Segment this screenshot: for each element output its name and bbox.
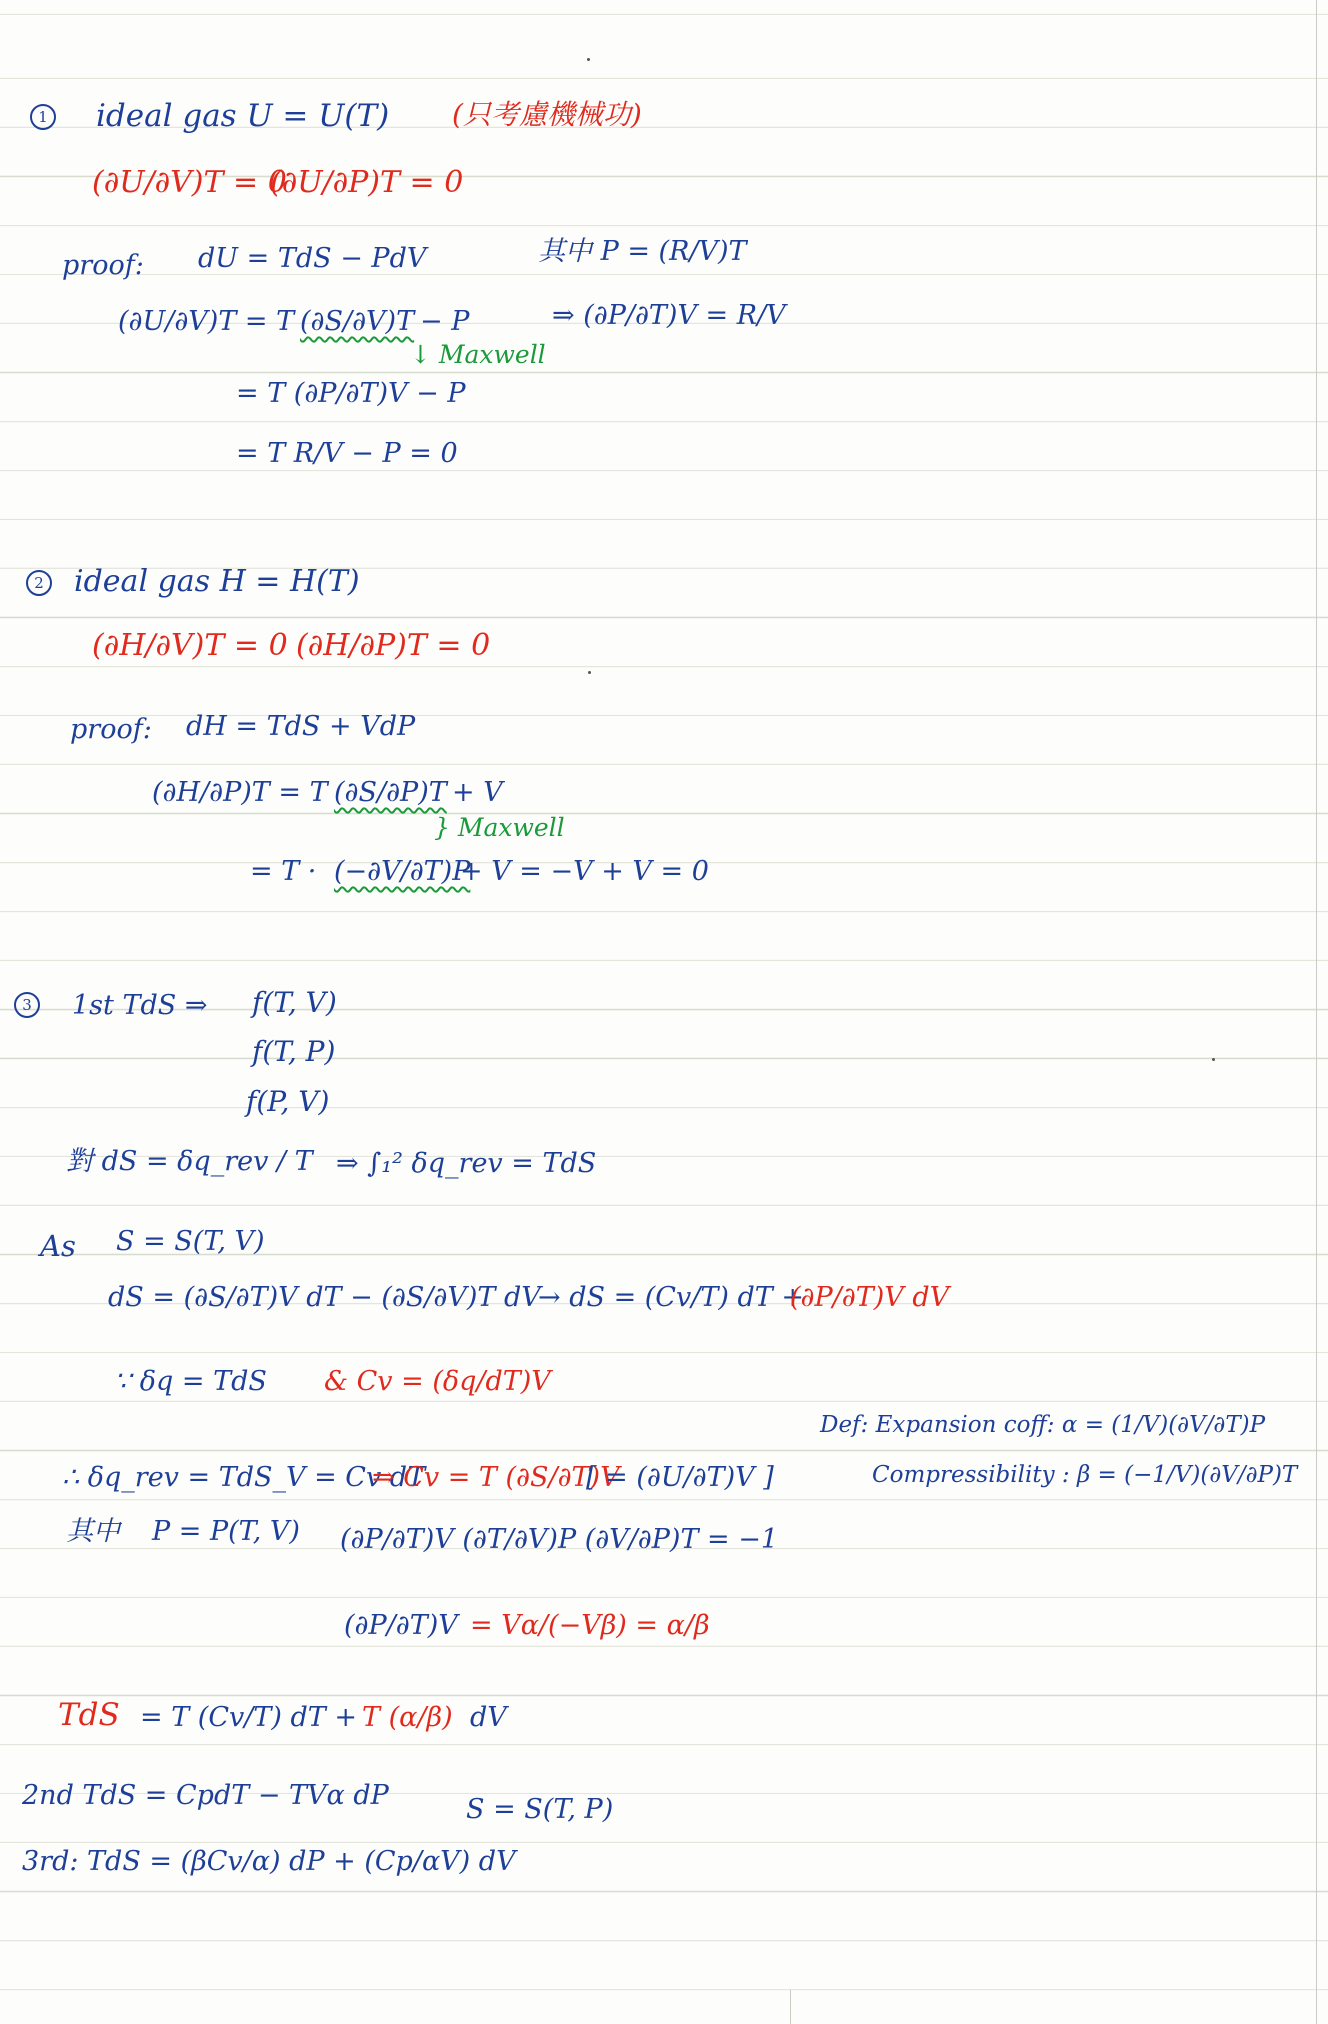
page-edge-line-bottom — [790, 1990, 791, 2024]
section-1-line-3: = T (∂P/∂T)V − P — [236, 378, 466, 409]
section-3-form-pv: f(P, V) — [246, 1085, 330, 1118]
section-1-marker: 1 — [30, 104, 56, 130]
section-1-proof-equation: dU = TdS − PdV — [198, 243, 427, 274]
therefore-line: ∴ δq_rev = TdS_V = Cv dT — [62, 1462, 426, 1493]
section-2-line-3-term: (−∂V/∂T)P — [334, 856, 471, 887]
paper-speck — [587, 58, 590, 61]
because-line: ∵ δq = TdS — [114, 1366, 267, 1397]
section-3-label: 1st TdS ⇒ — [72, 990, 208, 1021]
section-1-line-2-term: (∂S/∂V)T — [300, 306, 415, 337]
section-1-title: ideal gas U = U(T) — [96, 98, 390, 134]
section-1-side-result: ⇒ (∂P/∂T)V = R/V — [552, 300, 786, 331]
tds-first-dv: dV — [470, 1702, 507, 1733]
section-2-title: ideal gas H = H(T) — [74, 564, 360, 599]
cv-result: ⇒ Cv = T (∂S/∂T)V — [372, 1462, 620, 1493]
where-equation: P = P(T, V) — [152, 1516, 300, 1547]
section-3-marker: 3 — [14, 992, 40, 1018]
section-1-line-4: = T R/V − P = 0 — [236, 438, 458, 469]
section-1-maxwell-note: ↓ Maxwell — [410, 340, 546, 369]
where-label: 其中 — [66, 1516, 120, 1547]
section-2-maxwell-note: } Maxwell — [434, 813, 565, 842]
section-3-form-tv: f(T, V) — [252, 986, 337, 1019]
section-1-note: (只考慮機械功) — [452, 98, 642, 131]
ds-integral: ⇒ ∫₁² δq_rev = TdS — [336, 1148, 597, 1179]
section-1-line-2-lhs: (∂U/∂V)T = T — [118, 306, 295, 337]
ds-result: → dS = (Cv/T) dT + — [538, 1282, 804, 1313]
section-1-side-label: 其中 P = (R/V)T — [538, 236, 747, 267]
tds-third: 3rd: TdS = (βCv/α) dP + (Cp/αV) dV — [22, 1846, 516, 1877]
page-edge-line — [1316, 0, 1317, 2024]
section-2-line-2-term: (∂S/∂P)T — [334, 777, 447, 808]
cv-definition: & Cv = (δq/dT)V — [324, 1366, 551, 1397]
section-2-result-2: (∂H/∂P)T = 0 — [296, 628, 491, 663]
def-expansion-coefficient: Def: Expansion coff: α = (1/V)(∂V/∂T)P — [820, 1412, 1266, 1438]
ds-expansion: dS = (∂S/∂T)V dT − (∂S/∂V)T dV — [108, 1282, 541, 1313]
tds-second-state: S = S(T, P) — [466, 1794, 614, 1825]
paper-speck — [1212, 1058, 1215, 1061]
cyclic-relation: (∂P/∂T)V (∂T/∂V)P (∂V/∂P)T = −1 — [340, 1524, 779, 1555]
section-2-proof-label: proof: — [70, 714, 152, 745]
section-2-result-1: (∂H/∂V)T = 0 — [92, 628, 288, 663]
section-1-proof-label: proof: — [62, 250, 144, 281]
section-2-proof-equation: dH = TdS + VdP — [186, 711, 416, 742]
ds-result-term: (∂P/∂T)V dV — [790, 1282, 950, 1313]
as-equation: S = S(T, V) — [116, 1226, 265, 1257]
ratio-lhs: (∂P/∂T)V — [344, 1610, 458, 1641]
cv-bracket: [ = (∂U/∂T)V ] — [586, 1462, 774, 1493]
tds-first-mid: = T (Cv/T) dT + — [140, 1702, 357, 1733]
tds-first-alpha-beta: T (α/β) — [362, 1702, 453, 1733]
section-1-result-2: (∂U/∂P)T = 0 — [270, 165, 464, 200]
section-2-marker: 2 — [26, 570, 52, 596]
ratio-result: = Vα/(−Vβ) = α/β — [470, 1610, 710, 1641]
paper-speck — [588, 671, 591, 674]
tds-first-lhs: TdS — [58, 1697, 120, 1733]
section-2-line-2-rhs: + V — [452, 777, 503, 808]
ds-definition: 對 dS = δq_rev / T — [66, 1146, 313, 1177]
section-2-line-2-lhs: (∂H/∂P)T = T — [152, 777, 328, 808]
section-2-line-3-lhs: = T · — [250, 856, 317, 887]
section-2-line-3-rhs: + V = −V + V = 0 — [460, 856, 709, 887]
def-compressibility: Compressibility : β = (−1/V)(∂V/∂P)T — [872, 1462, 1298, 1488]
section-3-form-tp: f(T, P) — [252, 1035, 336, 1068]
section-1-result-1: (∂U/∂V)T = 0 — [92, 165, 287, 200]
tds-second: 2nd TdS = CpdT − TVα dP — [22, 1780, 389, 1811]
section-1-line-2-rhs: − P — [420, 306, 470, 337]
as-label: As — [40, 1229, 76, 1263]
